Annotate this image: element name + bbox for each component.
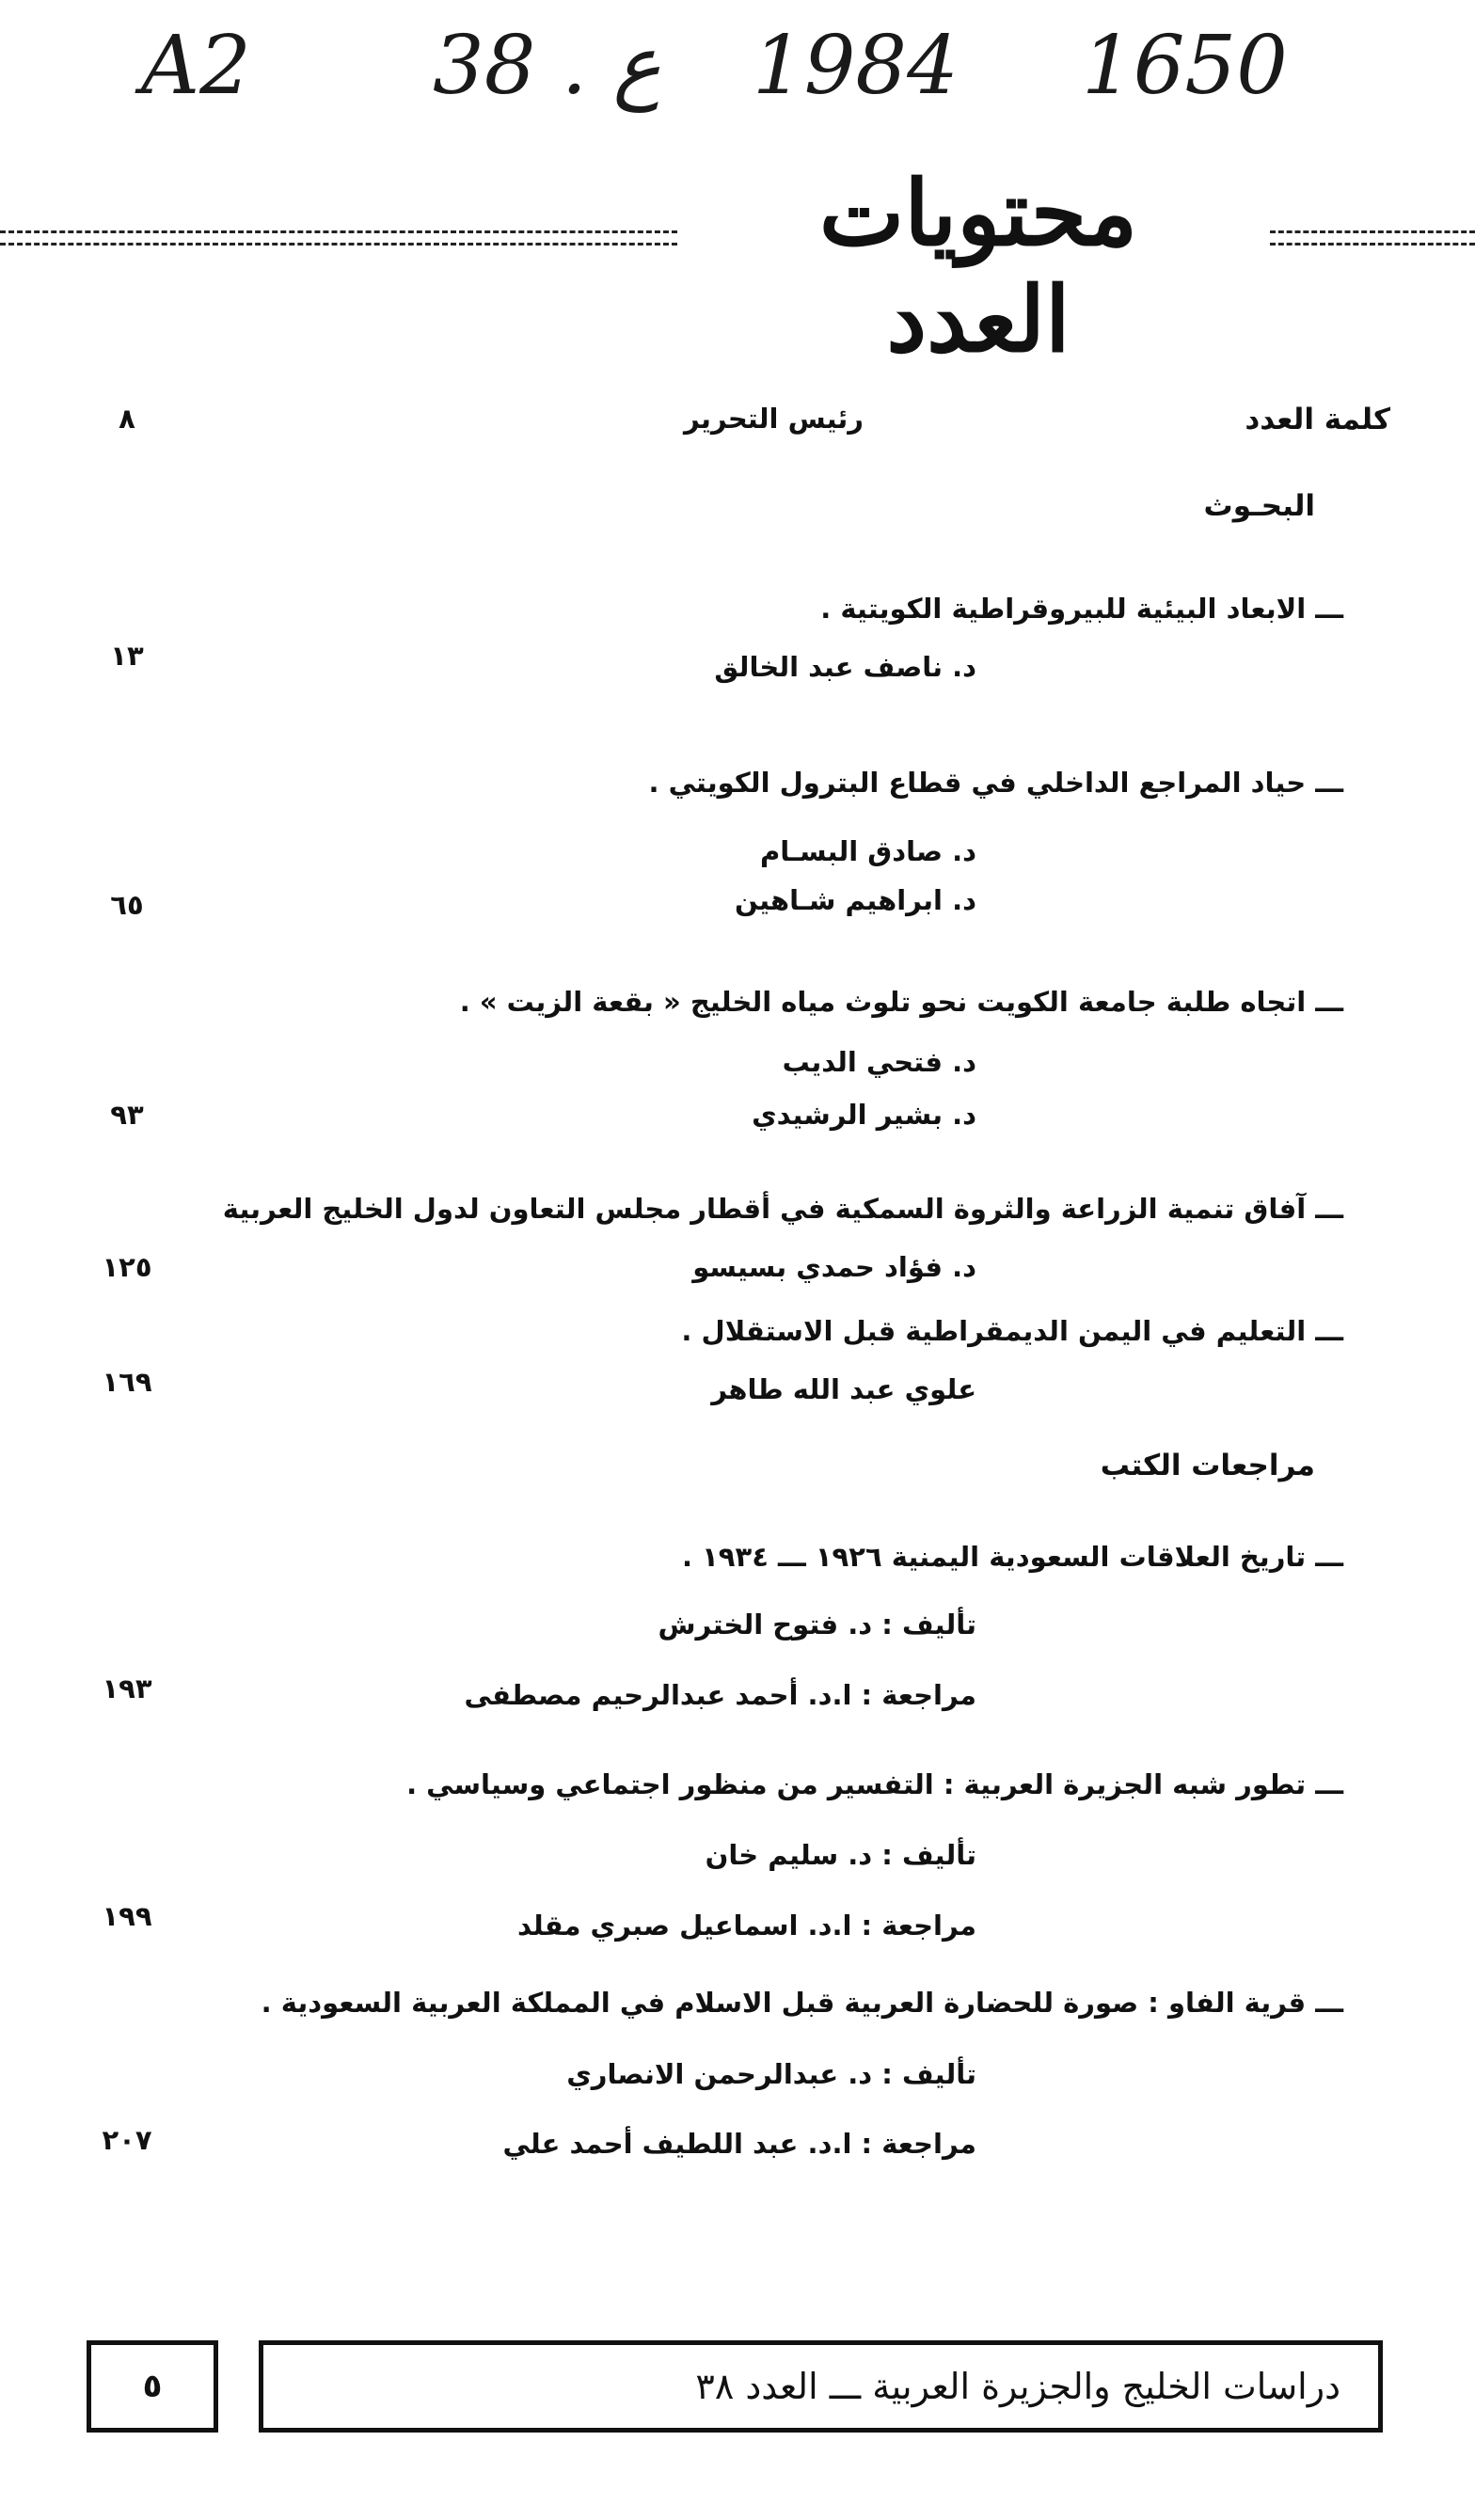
editorial-page: ٨	[119, 403, 135, 435]
research-item-page: ٦٥	[110, 889, 144, 921]
title-rule-left	[0, 230, 677, 246]
review-item-page: ١٩٣	[102, 1672, 152, 1704]
review-item-page: ١٩٩	[102, 1900, 152, 1932]
handwritten-code: A2	[141, 19, 251, 113]
research-item-title: ـــ اتجاه طلبة جامعة الكويت نحو تلوث مياه الخليج « بقعة الزيت » .	[459, 986, 1343, 1018]
research-item-author: د. بشير الرشيدي	[752, 1099, 976, 1131]
research-item-title: ـــ التعليم في اليمن الديمقراطية قبل الاستقلال .	[681, 1315, 1343, 1347]
footer-page-box	[87, 2340, 218, 2433]
review-item-reviewer: مراجعة : ا.د. أحمد عبدالرحيم مصطفى	[464, 1679, 976, 1711]
review-item-title: ـــ قرية الفاو : صورة للحضارة العربية قبل الاسلام في المملكة العربية السعودية .	[261, 1987, 1343, 2019]
research-item-author: د. فؤاد حمدي بسيسو	[692, 1251, 976, 1283]
research-item-title: ـــ حياد المراجع الداخلي في قطاع البترول الكويتي .	[648, 767, 1343, 799]
research-item-author: د. ناصف عبد الخالق	[714, 651, 976, 683]
research-item-page: ١٢٥	[102, 1251, 152, 1283]
editorial-label: كلمة العدد	[1245, 403, 1390, 436]
footer-journal-box	[259, 2340, 1383, 2433]
handwritten-year: 1984	[753, 19, 959, 113]
research-item-page: ١٦٩	[102, 1366, 152, 1398]
page-title: محتويات العدد	[818, 160, 1138, 372]
handwritten-number: 1650	[1082, 19, 1288, 113]
research-heading: البحـوث	[1203, 489, 1315, 523]
research-item-author: د. ابراهيم شـاهين	[735, 884, 976, 916]
research-item-page: ٩٣	[110, 1099, 144, 1131]
review-item-author: تأليف : د. عبدالرحمن الانصاري	[566, 2058, 976, 2090]
review-item-reviewer: مراجعة : ا.د. اسماعيل صبري مقلد	[517, 1910, 976, 1942]
research-item-page: ١٣	[110, 640, 144, 672]
research-item-author: د. صادق البسـام	[759, 835, 976, 867]
review-item-reviewer: مراجعة : ا.د. عبد اللطيف أحمد علي	[502, 2128, 976, 2160]
review-item-title: ـــ تطور شبه الجزيرة العربية : التفسير من منظور اجتماعي وسياسي .	[406, 1768, 1343, 1800]
research-item-author: علوي عبد الله طاهر	[711, 1373, 976, 1405]
review-item-author: تأليف : د. سليم خان	[705, 1839, 976, 1871]
research-item-title: ـــ الابعاد البيئية للبيروقراطية الكويتية .	[820, 593, 1343, 625]
review-item-page: ٢٠٧	[102, 2124, 152, 2156]
handwritten-issue: 38 . ع	[433, 19, 661, 113]
editorial-author: رئيس التحرير	[683, 403, 864, 435]
footer-page-number: ٥	[142, 2368, 163, 2405]
footer-journal-title: دراسات الخليج والجزيرة العربية ـــ العدد ٣٨	[695, 2366, 1340, 2407]
review-item-title: ـــ تاريخ العلاقات السعودية اليمنية ١٩٢٦ ـــ ١٩٣٤ .	[681, 1541, 1343, 1573]
research-item-author: د. فتحي الديب	[782, 1046, 976, 1078]
review-item-author: تأليف : د. فتوح الخترش	[658, 1609, 976, 1640]
title-rule-right	[1270, 230, 1475, 246]
reviews-heading: مراجعات الكتب	[1100, 1449, 1315, 1482]
research-item-title: ـــ آفاق تنمية الزراعة والثروة السمكية في أقطار مجلس التعاون لدول الخليج العربية	[222, 1193, 1343, 1225]
